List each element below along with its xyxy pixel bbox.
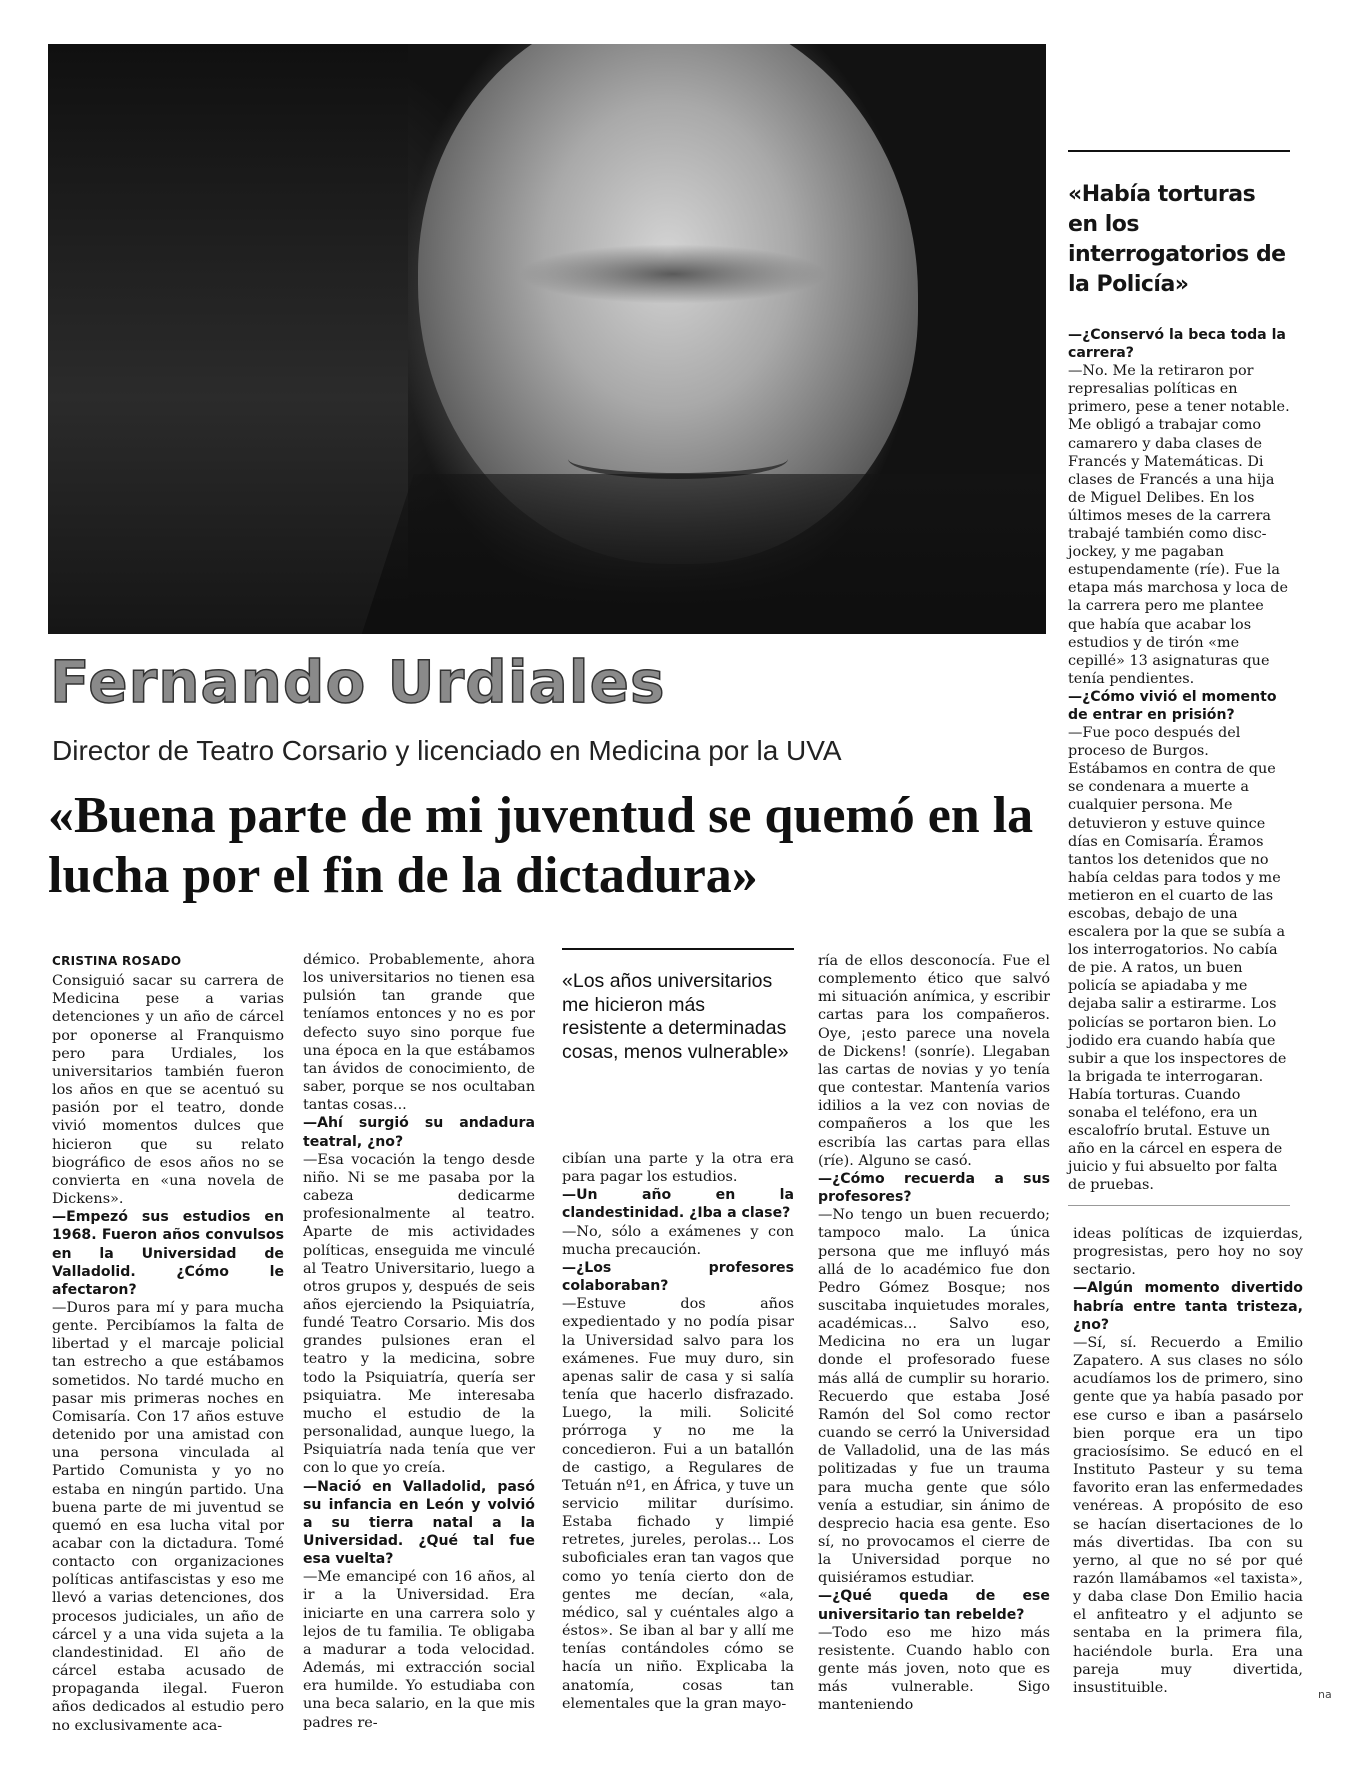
article-column-4 — [818, 952, 1050, 1715]
question: —¿Cómo recuerda a sus profesores? — [818, 1170, 1050, 1206]
question: —¿Qué queda de ese universitario tan rebelde? — [818, 1588, 1050, 1623]
sidebar-title: «Había torturas en los interrogatorios de la Policía» — [1068, 182, 1286, 297]
question: —Empezó sus estudios en 1968. Fueron años convulsos en la Universidad de Valladolid. ¿Cómo le afectaron? — [52, 1209, 284, 1298]
portrait-photo — [48, 44, 1046, 634]
answer-continued: ideas políticas de izquierdas, progresistas, pero hoy no soy sectario. — [1073, 1226, 1303, 1279]
answer-continued: cibían una parte y la otra era para pagar los estudios. — [562, 1151, 794, 1186]
question: —¿Los profesores colaboraban? — [562, 1259, 794, 1295]
answer-continued: démico. Probablemente, ahora los universitarios no tienen esa pulsión tan grande que teníamos entonces y no es por defecto suyo sino porque fue una época en la que estábamos tan ávidos de conocimiento, de saber, porque se nos ocultaban tantas cosas... — [303, 952, 535, 1114]
answer: —Me emancipé con 16 años, al ir a la Universidad. Era iniciarte en una carrera solo y lejos de tu familia. Te obligaba a madurar a toda velocidad. Además, mi extracción social era humilde. Yo estudiaba con una beca salario, en la que mis padres re- — [303, 1569, 535, 1731]
question: —Nació en Valladolid, pasó su infancia en León y volvió a su tierra natal a la Universidad. ¿Qué tal fue esa vuelta? — [303, 1478, 535, 1568]
answer: —Fue poco después del proceso de Burgos. Estábamos en contra de que se condenara a muerte a cualquier persona. Me detuvieron y estuve quince días en Comisaría. Éramos tantos los detenidos que no había celdas para todos y me metieron en el cuarto de las escobas, debajo de una escalera por la que se subía a los interrogatorios. No cabía de pie. A ratos, un buen policía se apiadaba y me dejaba salir a estirarme. Los policías se portaron bien. Lo jodido era cuando había que subir a que los inspectores de la brigada te interrogaran. Había torturas. Cuando sonaba el teléfono, era un escalofrío brutal. Estuve un año en la cárcel en espera de juicio y fui absuelto por falta de pruebas. — [1068, 725, 1287, 1194]
interviewee-role: Director de Teatro Corsario y licenciado en Medicina por la UVA — [52, 735, 842, 766]
photo-mouth — [568, 439, 788, 479]
page-edge-text: na — [1318, 1688, 1332, 1701]
answer-continued: ría de ellos desconocía. Fue el complemento ético que salvó mi situación anímica, y escribir cartas para los compañeros. Oye, ¡esto parece una novela de Dickens! (sonríe). Llegaban las cartas de novias y yo tenía que contestar. Mantenía varios idilios a la vez con novias de compañeros a los que les escribía las cartas para ellas (ríe). Alguno se casó. — [818, 953, 1050, 1169]
article-column-2 — [303, 951, 535, 1732]
photo-brow — [518, 244, 828, 304]
sidebar-rule — [1068, 150, 1290, 152]
answer: —Estuve dos años expedientado y no podía pisar la Universidad salvo para los exámenes. Fue muy duro, sin apenas salir de casa y si salía tenía que hacerlo disfrazado. Luego, la mili. Solicité prórroga y no me la concedieron. Fui a un batallón de castigo, a Regulares de Tetuán nº1, en África, y tuve un servicio militar durísimo. Estaba fichado y limpié retretes, jureles, perolas... Los suboficiales eran tan vagos que como yo tenía cierto don de gentes me decían, «ala, médico, sal y cuéntales algo a éstos». Se iban al bar y allí me tenías contándoles cómo se hacía un niño. Explicaba la anatomía, cosas tan elementales que la gran mayo- — [562, 1296, 794, 1712]
intro-paragraph: Consiguió sacar su carrera de Medicina pese a varias detenciones y un año de cárcel por oponerse al Franquismo pero para Urdiales, los universitarios también fueron los años en que se acentuó su pasión por el teatro, donde vivió momentos dulces que hicieron que su relato biográfico de esos años no se convierta en «una novela de Dickens». — [52, 973, 284, 1208]
sidebar-box — [1068, 150, 1290, 1206]
sidebar-bottom-rule — [1068, 1205, 1290, 1206]
answer: —Esa vocación la tengo desde niño. Ni se me pasaba por la cabeza dedicarme profesionalmente al teatro. Aparte de mis actividades políticas, enseguida me vinculé al Teatro Universitario, luego a otros grupos y, después de seis años ejerciendo la Psiquiatría, fundé Teatro Corsario. Mis dos grandes pulsiones eran el teatro y la medicina, sobre todo la Psiquiatría, quería ser psiquiatra. Me interesaba mucho el estudio de la personalidad, aunque luego, la Psiquiatría nada tenía que ver con lo que yo creía. — [303, 1151, 535, 1477]
answer: —Duros para mí y para mucha gente. Percibíamos la falta de libertad y el marcaje policial tan estrecho a que estábamos sometidos. No tardé mucho en pasar mis primeras noches en Comisaría. Con 17 años estuve detenido por una amistad con una persona vinculada al Partido Comunista y yo no estaba en ningún partido. Una buena parte de mi juventud se quemó en esa lucha vital por acabar con la dictadura. Tomé contacto con organizaciones políticas antifascistas y eso me llevó a varias detenciones, dos procesos judiciales, un año de cárcel y a una vida sujeta a la clandestinidad. El año de cárcel estaba acusado de propaganda ilegal. Fueron años dedicados al estudio pero no exclusivamente aca- — [52, 1299, 284, 1734]
answer: —No. Me la retiraron por represalias políticas en primero, pese a tener notable. Me obligó a trabajar como camarero y daba clases de Francés y Matemáticas. Di clases de Francés a una hija de Miguel Delibes. En los últimos meses de la carrera trabajé también como disc-jockey, y me pagaban estupendamente (ríe). Fue la etapa más marchosa y loca de la carrera pero me plantee que había que acabar los estudios y de tirón «me cepillé» 13 asignaturas que tenía pendientes. — [1068, 363, 1290, 687]
answer: —Sí, sí. Recuerdo a Emilio Zapatero. A sus clases no sólo acudíamos los de primero, sino gente que ya había pasado por ese curso e iban a pasárselo bien porque era un tipo graciosísimo. Se educó en el Instituto Pasteur y su tema favorito eran las enfermedades venéreas. A propósito de eso se hacían disertaciones de lo más divertidas. Iba con su yerno, al que no sé por qué razón llamábamos «el taxista», y daba clase Don Emilio hacia el anfiteatro y el adjunto se sentaba en la primera fila, haciéndole burla. Era una pareja muy divertida, insustituible. — [1073, 1334, 1303, 1696]
question: —Algún momento divertido habría entre tanta tristeza, ¿no? — [1073, 1280, 1303, 1333]
article-column-5 — [1073, 1225, 1303, 1697]
pull-quote: «Los años universitarios me hicieron más resistente a determinadas cosas, menos vulnerable» — [562, 948, 794, 1064]
answer: —Todo eso me hizo más resistente. Cuando hablo con gente más joven, noto que es más vulnerable. Sigo manteniendo — [818, 1624, 1050, 1714]
answer: —No tengo un buen recuerdo; tampoco malo. La única persona que me influyó más allá de lo académico fue don Pedro Gómez Bosque; nos suscitaba inquietudes morales, académicas... Salvo eso, Medicina no era un lugar donde el profesorado fuese más allá de cumplir su horario. Recuerdo que estaba José Ramón del Sol como rector cuando se cerró la Universidad de Valladolid, una de las más politizadas y fue un trauma para mucha gente que sólo venía a estudiar, sin ánimo de desprecio hacia esa gente. Eso sí, no provocamos el cierre de la Universidad porque no quisiéramos estudiar. — [818, 1207, 1050, 1587]
byline: CRISTINA ROSADO — [52, 954, 182, 968]
headline: «Buena parte de mi juventud se quemó en la lucha por el fin de la dictadura» — [48, 787, 1034, 904]
photo-coat — [342, 474, 1046, 634]
photo-shadow — [48, 44, 408, 634]
question: —Un año en la clandestinidad. ¿Iba a clase? — [562, 1187, 794, 1222]
article-column-1 — [52, 952, 284, 1735]
article-column-3 — [562, 1150, 794, 1713]
question: —¿Conservó la beca toda la carrera? — [1068, 327, 1286, 362]
interviewee-name: Fernando Urdiales — [50, 648, 666, 716]
question: —¿Cómo vivió el momento de entrar en prisión? — [1068, 688, 1277, 723]
answer: —No, sólo a exámenes y con mucha precaución. — [562, 1223, 794, 1258]
question: —Ahí surgió su andadura teatral, ¿no? — [303, 1115, 535, 1150]
